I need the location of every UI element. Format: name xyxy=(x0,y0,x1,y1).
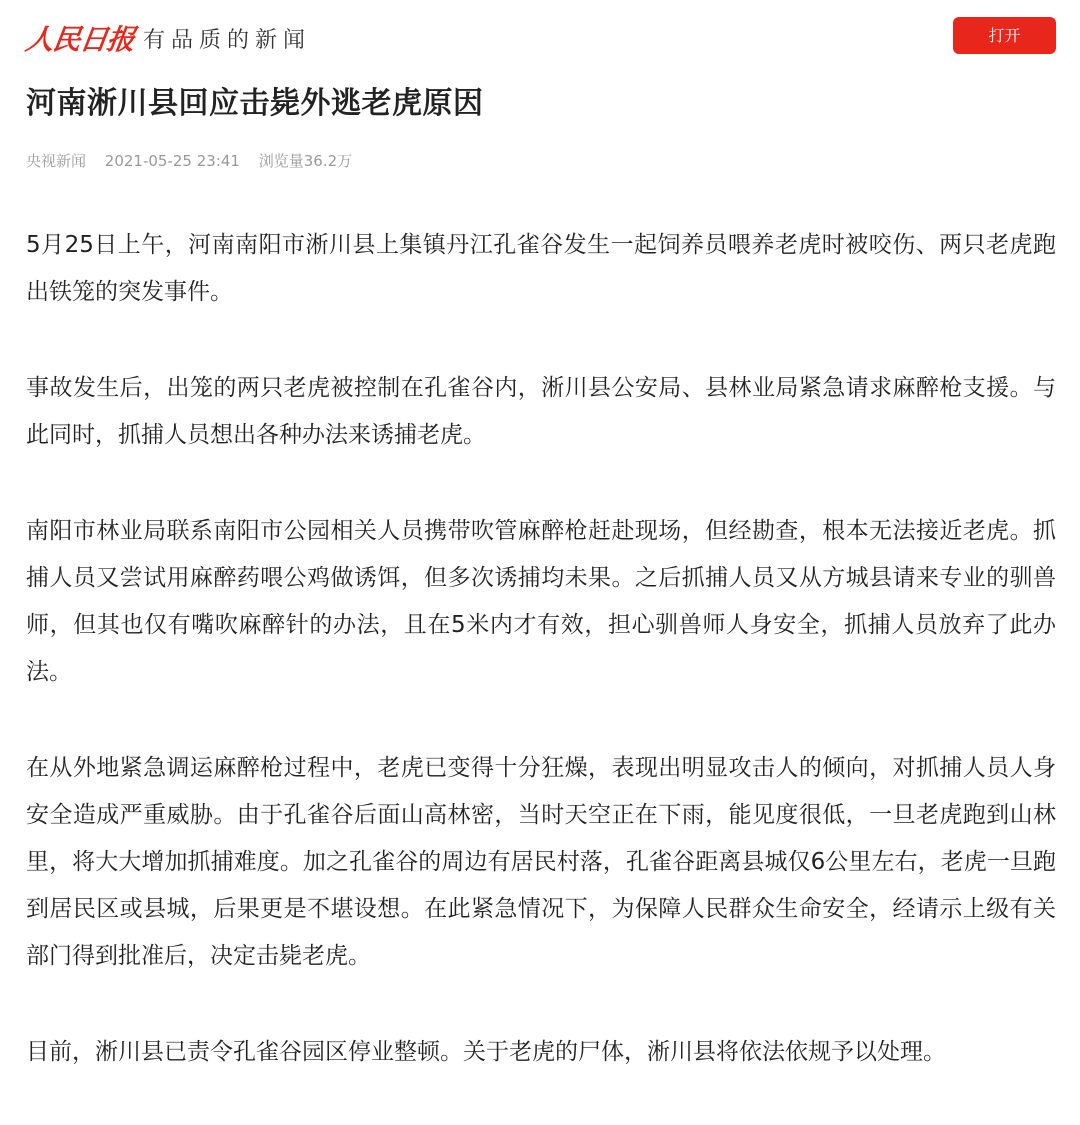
article-datetime: 2021-05-25 23:41 xyxy=(104,152,240,170)
article-paragraph: 事故发生后，出笼的两只老虎被控制在孔雀谷内，淅川县公安局、县林业局紧急请求麻醉枪支援。与此同时，抓捕人员想出各种办法来诱捕老虎。 xyxy=(26,375,1056,448)
article-body xyxy=(26,222,1056,1125)
article-paragraph: 南阳市林业局联系南阳市公园相关人员携带吹管麻醉枪赶赴现场，但经勘查，根本无法接近老虎。抓捕人员又尝试用麻醉药喂公鸡做诱饵，但多次诱捕均未果。之后抓捕人员又从方城县请来专业的驯兽师，但其也仅有嘴吹麻醉针的办法，且在5米内才有效，担心驯兽师人身安全，抓捕人员放弃了此办法。 xyxy=(26,518,1056,685)
article-paragraph: 5月25日上午，河南南阳市淅川县上集镇丹江孔雀谷发生一起饲养员喂养老虎时被咬伤、两只老虎跑出铁笼的突发事件。 xyxy=(26,232,1056,305)
article-source: 央视新闻 xyxy=(26,152,87,170)
article-views: 浏览量36.2万 xyxy=(258,152,353,170)
app-header xyxy=(0,0,1080,72)
article-paragraph: 在从外地紧急调运麻醉枪过程中，老虎已变得十分狂燥，表现出明显攻击人的倾向，对抓捕人员人身安全造成严重威胁。由于孔雀谷后面山高林密，当时天空正在下雨，能见度很低，一旦老虎跑到山林里，将大大增加抓捕难度。加之孔雀谷的周边有居民村落，孔雀谷距离县城仅6公里左右，老虎一旦跑到居民区或县城，后果更是不堪设想。在此紧急情况下，为保障人民群众生命安全，经请示上级有关部门得到批准后，决定击毙老虎。 xyxy=(26,755,1056,969)
article-meta xyxy=(26,150,366,171)
article-paragraph: 目前，淅川县已责令孔雀谷园区停业整顿。关于老虎的尸体，淅川县将依法依规予以处理。 xyxy=(26,1039,946,1065)
article-title: 河南淅川县回应击毙外逃老虎原因 xyxy=(26,86,484,121)
open-app-button[interactable]: 打开 xyxy=(953,17,1056,54)
peoples-daily-logo[interactable]: 人民日报 xyxy=(23,23,137,56)
slogan-text: 有品质的新闻 xyxy=(143,28,312,53)
